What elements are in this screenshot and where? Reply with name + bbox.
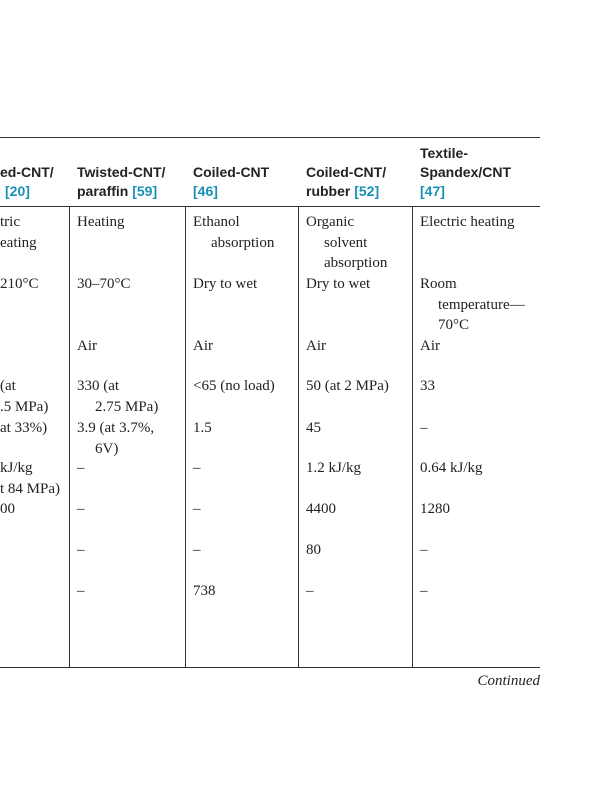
table-cell [193, 376, 275, 397]
table-cell-line: – [306, 583, 314, 599]
continued-label: Continued [477, 673, 540, 689]
table-cell [420, 540, 428, 561]
table-bottom-rule [0, 667, 540, 668]
column-header-4 [306, 163, 386, 201]
table-cell [420, 458, 483, 479]
table-cell-line: – [77, 542, 85, 558]
table-cell-line: 2.75 MPa) [95, 398, 159, 415]
table-cell [420, 274, 525, 336]
table-cell-line: 3.9 (at 3.7%, [77, 420, 155, 436]
column-divider-4 [412, 207, 413, 668]
table-cell-line: 4400 [306, 501, 336, 517]
column-header-4-ref[interactable]: [52] [354, 183, 380, 199]
column-header-2-line3: paraffin [77, 183, 129, 199]
table-cell [0, 376, 48, 417]
table-cell [0, 499, 15, 520]
table-cell-line: – [420, 420, 428, 436]
table-cell-line: absorption [211, 234, 275, 251]
table-cell-line: – [420, 583, 428, 599]
column-header-5-line2: Spandex/CNT [420, 164, 512, 180]
table-cell-line: Electric heating [420, 214, 515, 230]
table-cell-line: – [420, 542, 428, 558]
table-cell-line: Organic [306, 214, 355, 230]
table-cell [193, 499, 201, 520]
table-cell-line: temperature— [438, 296, 525, 313]
table-cell [77, 336, 97, 357]
table-cell [77, 499, 85, 520]
table-cell [306, 499, 336, 520]
column-header-1-ref[interactable]: [20] [5, 183, 30, 199]
table-cell-line: Air [193, 338, 213, 354]
column-header-2-ref[interactable]: [59] [132, 183, 158, 199]
table-cell-line: Heating [77, 214, 125, 230]
table-cell-line: 738 [193, 583, 216, 599]
table-cell-line: t 84 MPa) [0, 480, 60, 497]
table-cell-line: 1280 [420, 501, 450, 517]
table-top-rule [0, 137, 540, 138]
table-cell-line: 45 [306, 420, 321, 436]
header-bottom-rule [0, 206, 540, 207]
table-cell-line: 6V) [95, 440, 119, 457]
table-cell-line: 50 (at 2 MPa) [306, 378, 389, 394]
table-cell [420, 212, 515, 233]
column-header-2 [77, 163, 165, 201]
table-cell [420, 376, 435, 397]
column-header-4-line3: rubber [306, 183, 351, 199]
column-header-4-line2: Coiled-CNT/ [306, 164, 387, 180]
table-cell-line: – [193, 501, 201, 517]
table-cell [193, 274, 257, 295]
table-cell [420, 418, 428, 439]
column-header-5-ref[interactable]: [47] [420, 183, 445, 199]
table-cell [193, 418, 212, 439]
column-header-1-line2: ed-CNT/ [0, 164, 54, 180]
table-cell [306, 581, 314, 602]
column-divider-2 [185, 207, 186, 668]
table-cell-line: 70°C [438, 317, 470, 333]
table-cell [306, 274, 370, 295]
table-cell-line: 80 [306, 542, 321, 558]
table-cell-line: <65 (no load) [193, 378, 275, 394]
table-cell-line: Dry to wet [193, 276, 258, 292]
table-cell [306, 540, 321, 561]
column-divider-1 [69, 207, 70, 668]
table-cell-line: .5 MPa) [0, 398, 49, 415]
table-cell [420, 581, 428, 602]
table-cell-line: eating [0, 234, 37, 251]
table-cell-line: – [77, 501, 85, 517]
table-cell [77, 274, 131, 295]
table-cell-line: – [193, 460, 201, 476]
table-cell-line: 1.2 kJ/kg [306, 460, 362, 476]
table-cell-line: 33 [420, 378, 435, 394]
table-cell [193, 540, 201, 561]
table-cell-line: Dry to wet [306, 276, 371, 292]
table-cell-line: Air [420, 338, 440, 354]
table-cell-line: (at [0, 378, 16, 394]
table-cell-line: – [77, 583, 85, 599]
table-cell-line: 330 (at [77, 378, 120, 394]
column-header-5 [420, 144, 511, 201]
column-header-1 [0, 163, 54, 201]
table-cell [306, 336, 326, 357]
table-cell-line: absorption [324, 255, 388, 271]
table-cell [420, 499, 450, 520]
table-cell-line: tric [0, 214, 20, 230]
table-cell-line: Air [77, 338, 97, 354]
column-header-3 [193, 163, 269, 201]
table-cell [306, 212, 387, 274]
column-header-2-line2: Twisted-CNT/ [77, 164, 166, 180]
table-cell-line: solvent [324, 234, 368, 251]
column-header-3-line2: Coiled-CNT [193, 164, 270, 180]
table-cell [0, 274, 39, 295]
table-cell [0, 418, 47, 439]
table-cell-line: – [77, 460, 85, 476]
column-header-3-ref[interactable]: [46] [193, 183, 218, 199]
column-header-5-line1: Textile- [420, 145, 468, 161]
table-cell [0, 458, 60, 499]
table-cell [77, 212, 124, 233]
table-cell-line: 30–70°C [77, 276, 131, 292]
table-cell-line: kJ/kg [0, 460, 33, 476]
table-cell-line: Air [306, 338, 326, 354]
column-divider-3 [298, 207, 299, 668]
table-cell-line: Ethanol [193, 214, 240, 230]
table-cell [77, 376, 158, 417]
table-cell-line: 210°C [0, 276, 39, 292]
table-cell [77, 581, 85, 602]
table-cell-line: – [193, 542, 201, 558]
table-cell-line: 1.5 [193, 420, 212, 436]
table-cell [193, 336, 213, 357]
table-cell [0, 212, 37, 253]
table-cell [193, 212, 274, 253]
table-cell [306, 418, 321, 439]
table-cell [306, 376, 389, 397]
table-cell [193, 458, 201, 479]
table-cell [77, 458, 85, 479]
table-cell [420, 336, 440, 357]
table-cell [77, 418, 154, 459]
table-cell [193, 581, 216, 602]
table-cell-line: Room [420, 276, 457, 292]
table-cell-line: 0.64 kJ/kg [420, 460, 483, 476]
table-cell [77, 540, 85, 561]
table-cell-line: 00 [0, 501, 15, 517]
table-cell [306, 458, 361, 479]
table-cell-line: at 33%) [0, 420, 48, 436]
